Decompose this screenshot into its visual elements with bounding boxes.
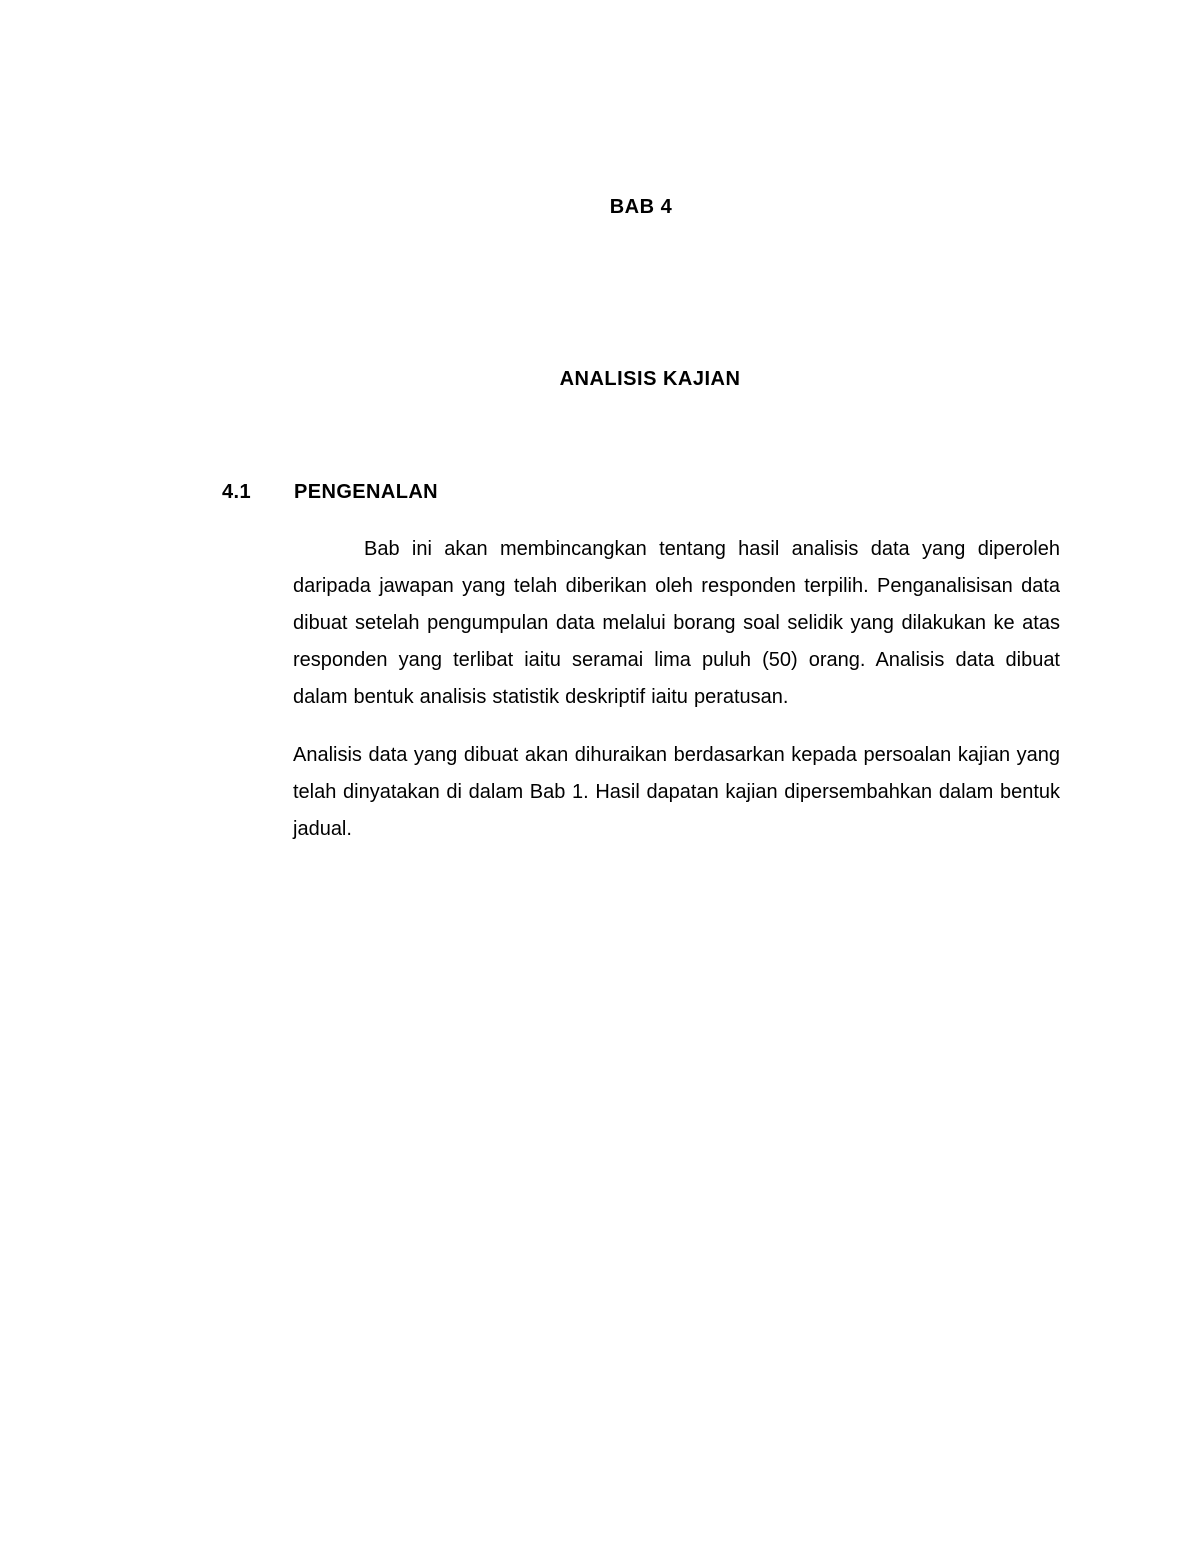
paragraph: Bab ini akan membincangkan tentang hasil analisis data yang diperoleh daripada jawapan yang telah diberikan oleh responden terpilih. Penganalisisan data dibuat setelah pengumpulan data melalui borang soal selidik yang dilakukan ke atas responden yang terlibat iaitu seramai lima puluh (50) orang. Analisis data dibuat dalam bentuk analisis statistik deskriptif iaitu peratusan. <box>293 538 1060 708</box>
paragraph: Analisis data yang dibuat akan dihuraikan berdasarkan kepada persoalan kajian yang telah dinyatakan di dalam Bab 1. Hasil dapatan kajian dipersembahkan dalam bentuk jadual. <box>293 744 1060 840</box>
section-heading <box>222 481 438 504</box>
section-number: 4.1 <box>222 481 252 503</box>
section-title: PENGENALAN <box>294 481 439 503</box>
chapter-label: BAB 4 <box>609 196 673 218</box>
chapter-title: ANALISIS KAJIAN <box>559 368 741 390</box>
